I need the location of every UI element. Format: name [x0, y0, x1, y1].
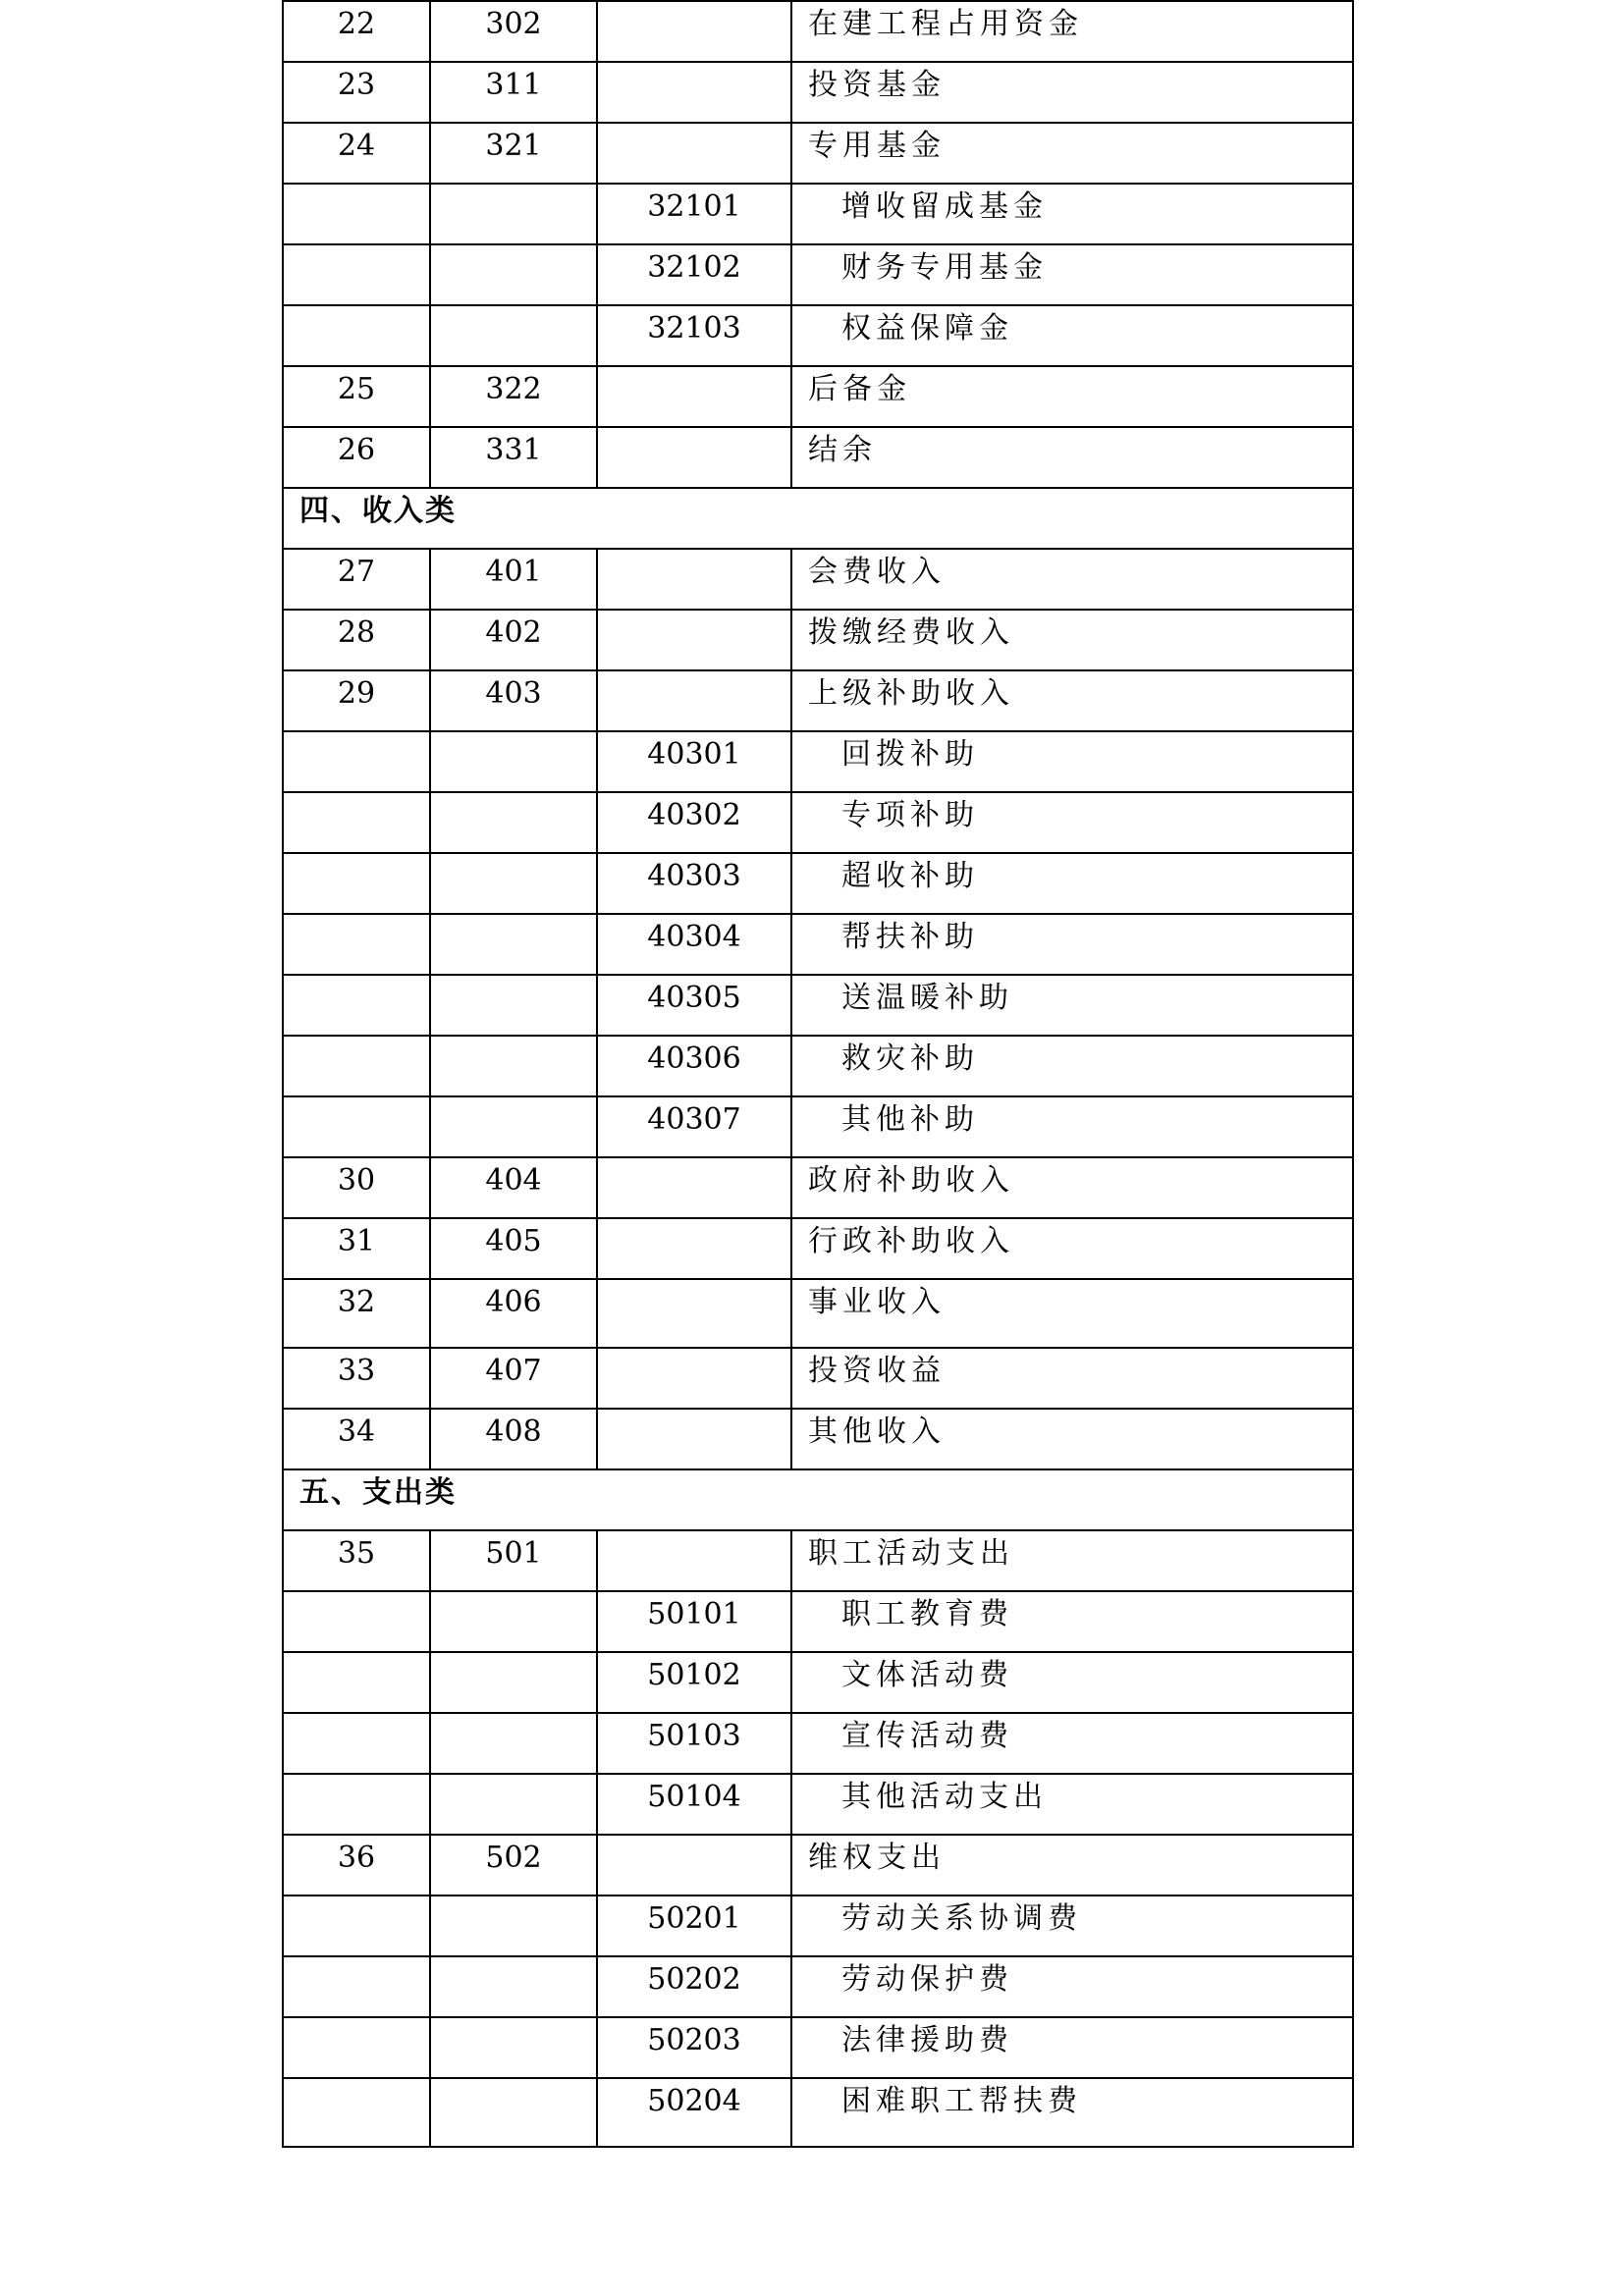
- table-row: [283, 792, 1353, 853]
- sub-code-cell: [597, 123, 791, 184]
- account-name-cell: 职工教育费: [791, 1591, 1353, 1652]
- account-name-cell: 回拨补助: [791, 731, 1353, 792]
- table-row: [283, 244, 1353, 305]
- seq-cell: [283, 1713, 430, 1774]
- seq-cell: 23: [283, 62, 430, 123]
- table-row: [283, 1530, 1353, 1591]
- seq-cell: 31: [283, 1218, 430, 1279]
- section-title: 五、支出类: [283, 1469, 1353, 1530]
- table-row: [283, 305, 1353, 366]
- sub-code-cell: 32103: [597, 305, 791, 366]
- seq-cell: 36: [283, 1835, 430, 1896]
- account-name-cell: 送温暖补助: [791, 975, 1353, 1036]
- sub-code-cell: [597, 1348, 791, 1409]
- account-name-cell: 职工活动支出: [791, 1530, 1353, 1591]
- sub-code-cell: [597, 1279, 791, 1348]
- primary-code-cell: 331: [430, 427, 597, 488]
- seq-cell: 22: [283, 1, 430, 62]
- account-name-cell: 法律援助费: [791, 2017, 1353, 2078]
- primary-code-cell: [430, 853, 597, 914]
- account-name-cell: 专用基金: [791, 123, 1353, 184]
- seq-cell: 25: [283, 366, 430, 427]
- sub-code-cell: 40302: [597, 792, 791, 853]
- table-row: [283, 184, 1353, 244]
- table-row: [283, 1096, 1353, 1157]
- table-row: [283, 1348, 1353, 1409]
- table-row: [283, 1218, 1353, 1279]
- seq-cell: [283, 731, 430, 792]
- primary-code-cell: [430, 1956, 597, 2017]
- account-name-cell: 结余: [791, 427, 1353, 488]
- table-row: [283, 1157, 1353, 1218]
- table-row: [283, 2078, 1353, 2147]
- primary-code-cell: 407: [430, 1348, 597, 1409]
- sub-code-cell: [597, 1530, 791, 1591]
- primary-code-cell: 405: [430, 1218, 597, 1279]
- sub-code-cell: 40306: [597, 1036, 791, 1096]
- account-name-cell: 会费收入: [791, 549, 1353, 610]
- seq-cell: 29: [283, 670, 430, 731]
- account-name-cell: 超收补助: [791, 853, 1353, 914]
- sub-code-cell: [597, 549, 791, 610]
- account-name-cell: 增收留成基金: [791, 184, 1353, 244]
- primary-code-cell: [430, 305, 597, 366]
- account-code-table: [282, 0, 1354, 2148]
- table-row: [283, 1713, 1353, 1774]
- seq-cell: [283, 1956, 430, 2017]
- sub-code-cell: 50201: [597, 1896, 791, 1956]
- table-row: [283, 427, 1353, 488]
- sub-code-cell: [597, 610, 791, 670]
- seq-cell: [283, 305, 430, 366]
- seq-cell: [283, 914, 430, 975]
- table-row: [283, 1896, 1353, 1956]
- table-row: [283, 1835, 1353, 1896]
- primary-code-cell: 403: [430, 670, 597, 731]
- account-name-cell: 投资收益: [791, 1348, 1353, 1409]
- account-name-cell: 专项补助: [791, 792, 1353, 853]
- primary-code-cell: 501: [430, 1530, 597, 1591]
- sub-code-cell: [597, 1, 791, 62]
- sub-code-cell: 50103: [597, 1713, 791, 1774]
- table-row: [283, 731, 1353, 792]
- account-name-cell: 文体活动费: [791, 1652, 1353, 1713]
- account-name-cell: 其他活动支出: [791, 1774, 1353, 1835]
- seq-cell: 27: [283, 549, 430, 610]
- sub-code-cell: 50202: [597, 1956, 791, 2017]
- primary-code-cell: [430, 184, 597, 244]
- account-name-cell: 劳动关系协调费: [791, 1896, 1353, 1956]
- seq-cell: [283, 1774, 430, 1835]
- table-row: [283, 549, 1353, 610]
- table-row: [283, 975, 1353, 1036]
- primary-code-cell: [430, 975, 597, 1036]
- account-name-cell: 劳动保护费: [791, 1956, 1353, 2017]
- seq-cell: [283, 1591, 430, 1652]
- primary-code-cell: [430, 2017, 597, 2078]
- primary-code-cell: [430, 1036, 597, 1096]
- sub-code-cell: 50101: [597, 1591, 791, 1652]
- sub-code-cell: 50203: [597, 2017, 791, 2078]
- account-name-cell: 维权支出: [791, 1835, 1353, 1896]
- seq-cell: 28: [283, 610, 430, 670]
- seq-cell: 34: [283, 1409, 430, 1469]
- sub-code-cell: 40301: [597, 731, 791, 792]
- sub-code-cell: [597, 1835, 791, 1896]
- primary-code-cell: 321: [430, 123, 597, 184]
- account-name-cell: 其他收入: [791, 1409, 1353, 1469]
- seq-cell: [283, 2017, 430, 2078]
- sub-code-cell: [597, 1409, 791, 1469]
- account-name-cell: 投资基金: [791, 62, 1353, 123]
- sub-code-cell: [597, 62, 791, 123]
- primary-code-cell: 408: [430, 1409, 597, 1469]
- seq-cell: 26: [283, 427, 430, 488]
- seq-cell: [283, 2078, 430, 2147]
- account-name-cell: 救灾补助: [791, 1036, 1353, 1096]
- primary-code-cell: [430, 1591, 597, 1652]
- sub-code-cell: [597, 670, 791, 731]
- primary-code-cell: [430, 1096, 597, 1157]
- table-row: [283, 1279, 1353, 1348]
- sub-code-cell: 40307: [597, 1096, 791, 1157]
- account-name-cell: 宣传活动费: [791, 1713, 1353, 1774]
- account-name-cell: 权益保障金: [791, 305, 1353, 366]
- sub-code-cell: 40305: [597, 975, 791, 1036]
- table-row: [283, 1652, 1353, 1713]
- table-row: [283, 610, 1353, 670]
- primary-code-cell: 402: [430, 610, 597, 670]
- seq-cell: 30: [283, 1157, 430, 1218]
- account-name-cell: 行政补助收入: [791, 1218, 1353, 1279]
- seq-cell: [283, 244, 430, 305]
- primary-code-cell: [430, 1713, 597, 1774]
- sub-code-cell: 40303: [597, 853, 791, 914]
- account-name-cell: 财务专用基金: [791, 244, 1353, 305]
- primary-code-cell: [430, 2078, 597, 2147]
- table-row: [283, 62, 1353, 123]
- primary-code-cell: [430, 1896, 597, 1956]
- seq-cell: 35: [283, 1530, 430, 1591]
- table-row: [283, 853, 1353, 914]
- table-row: [283, 914, 1353, 975]
- primary-code-cell: 322: [430, 366, 597, 427]
- table-row: [283, 1774, 1353, 1835]
- table-row: [283, 1956, 1353, 2017]
- seq-cell: 32: [283, 1279, 430, 1348]
- sub-code-cell: [597, 1157, 791, 1218]
- section-header-row: [283, 1469, 1353, 1530]
- account-name-cell: 上级补助收入: [791, 670, 1353, 731]
- table-row: [283, 1, 1353, 62]
- seq-cell: [283, 853, 430, 914]
- seq-cell: [283, 184, 430, 244]
- primary-code-cell: 311: [430, 62, 597, 123]
- primary-code-cell: 406: [430, 1279, 597, 1348]
- account-code-table-body: [283, 1, 1353, 2147]
- seq-cell: [283, 1096, 430, 1157]
- sub-code-cell: 32102: [597, 244, 791, 305]
- sub-code-cell: [597, 1218, 791, 1279]
- primary-code-cell: [430, 792, 597, 853]
- table-row: [283, 366, 1353, 427]
- primary-code-cell: [430, 914, 597, 975]
- seq-cell: [283, 1036, 430, 1096]
- primary-code-cell: 302: [430, 1, 597, 62]
- account-name-cell: 事业收入: [791, 1279, 1353, 1348]
- primary-code-cell: 404: [430, 1157, 597, 1218]
- seq-cell: 24: [283, 123, 430, 184]
- seq-cell: [283, 792, 430, 853]
- seq-cell: [283, 1896, 430, 1956]
- table-row: [283, 670, 1353, 731]
- primary-code-cell: 401: [430, 549, 597, 610]
- table-row: [283, 1409, 1353, 1469]
- primary-code-cell: 502: [430, 1835, 597, 1896]
- section-header-row: [283, 488, 1353, 549]
- table-row: [283, 1591, 1353, 1652]
- seq-cell: [283, 975, 430, 1036]
- account-name-cell: 困难职工帮扶费: [791, 2078, 1353, 2147]
- table-row: [283, 123, 1353, 184]
- account-name-cell: 拨缴经费收入: [791, 610, 1353, 670]
- primary-code-cell: [430, 731, 597, 792]
- sub-code-cell: 32101: [597, 184, 791, 244]
- account-name-cell: 在建工程占用资金: [791, 1, 1353, 62]
- seq-cell: [283, 1652, 430, 1713]
- table-row: [283, 1036, 1353, 1096]
- sub-code-cell: 50104: [597, 1774, 791, 1835]
- seq-cell: 33: [283, 1348, 430, 1409]
- sub-code-cell: [597, 427, 791, 488]
- sub-code-cell: 50204: [597, 2078, 791, 2147]
- table-row: [283, 2017, 1353, 2078]
- sub-code-cell: [597, 366, 791, 427]
- sub-code-cell: 50102: [597, 1652, 791, 1713]
- sub-code-cell: 40304: [597, 914, 791, 975]
- primary-code-cell: [430, 244, 597, 305]
- section-title: 四、收入类: [283, 488, 1353, 549]
- primary-code-cell: [430, 1652, 597, 1713]
- primary-code-cell: [430, 1774, 597, 1835]
- account-name-cell: 政府补助收入: [791, 1157, 1353, 1218]
- account-name-cell: 帮扶补助: [791, 914, 1353, 975]
- account-name-cell: 后备金: [791, 366, 1353, 427]
- account-name-cell: 其他补助: [791, 1096, 1353, 1157]
